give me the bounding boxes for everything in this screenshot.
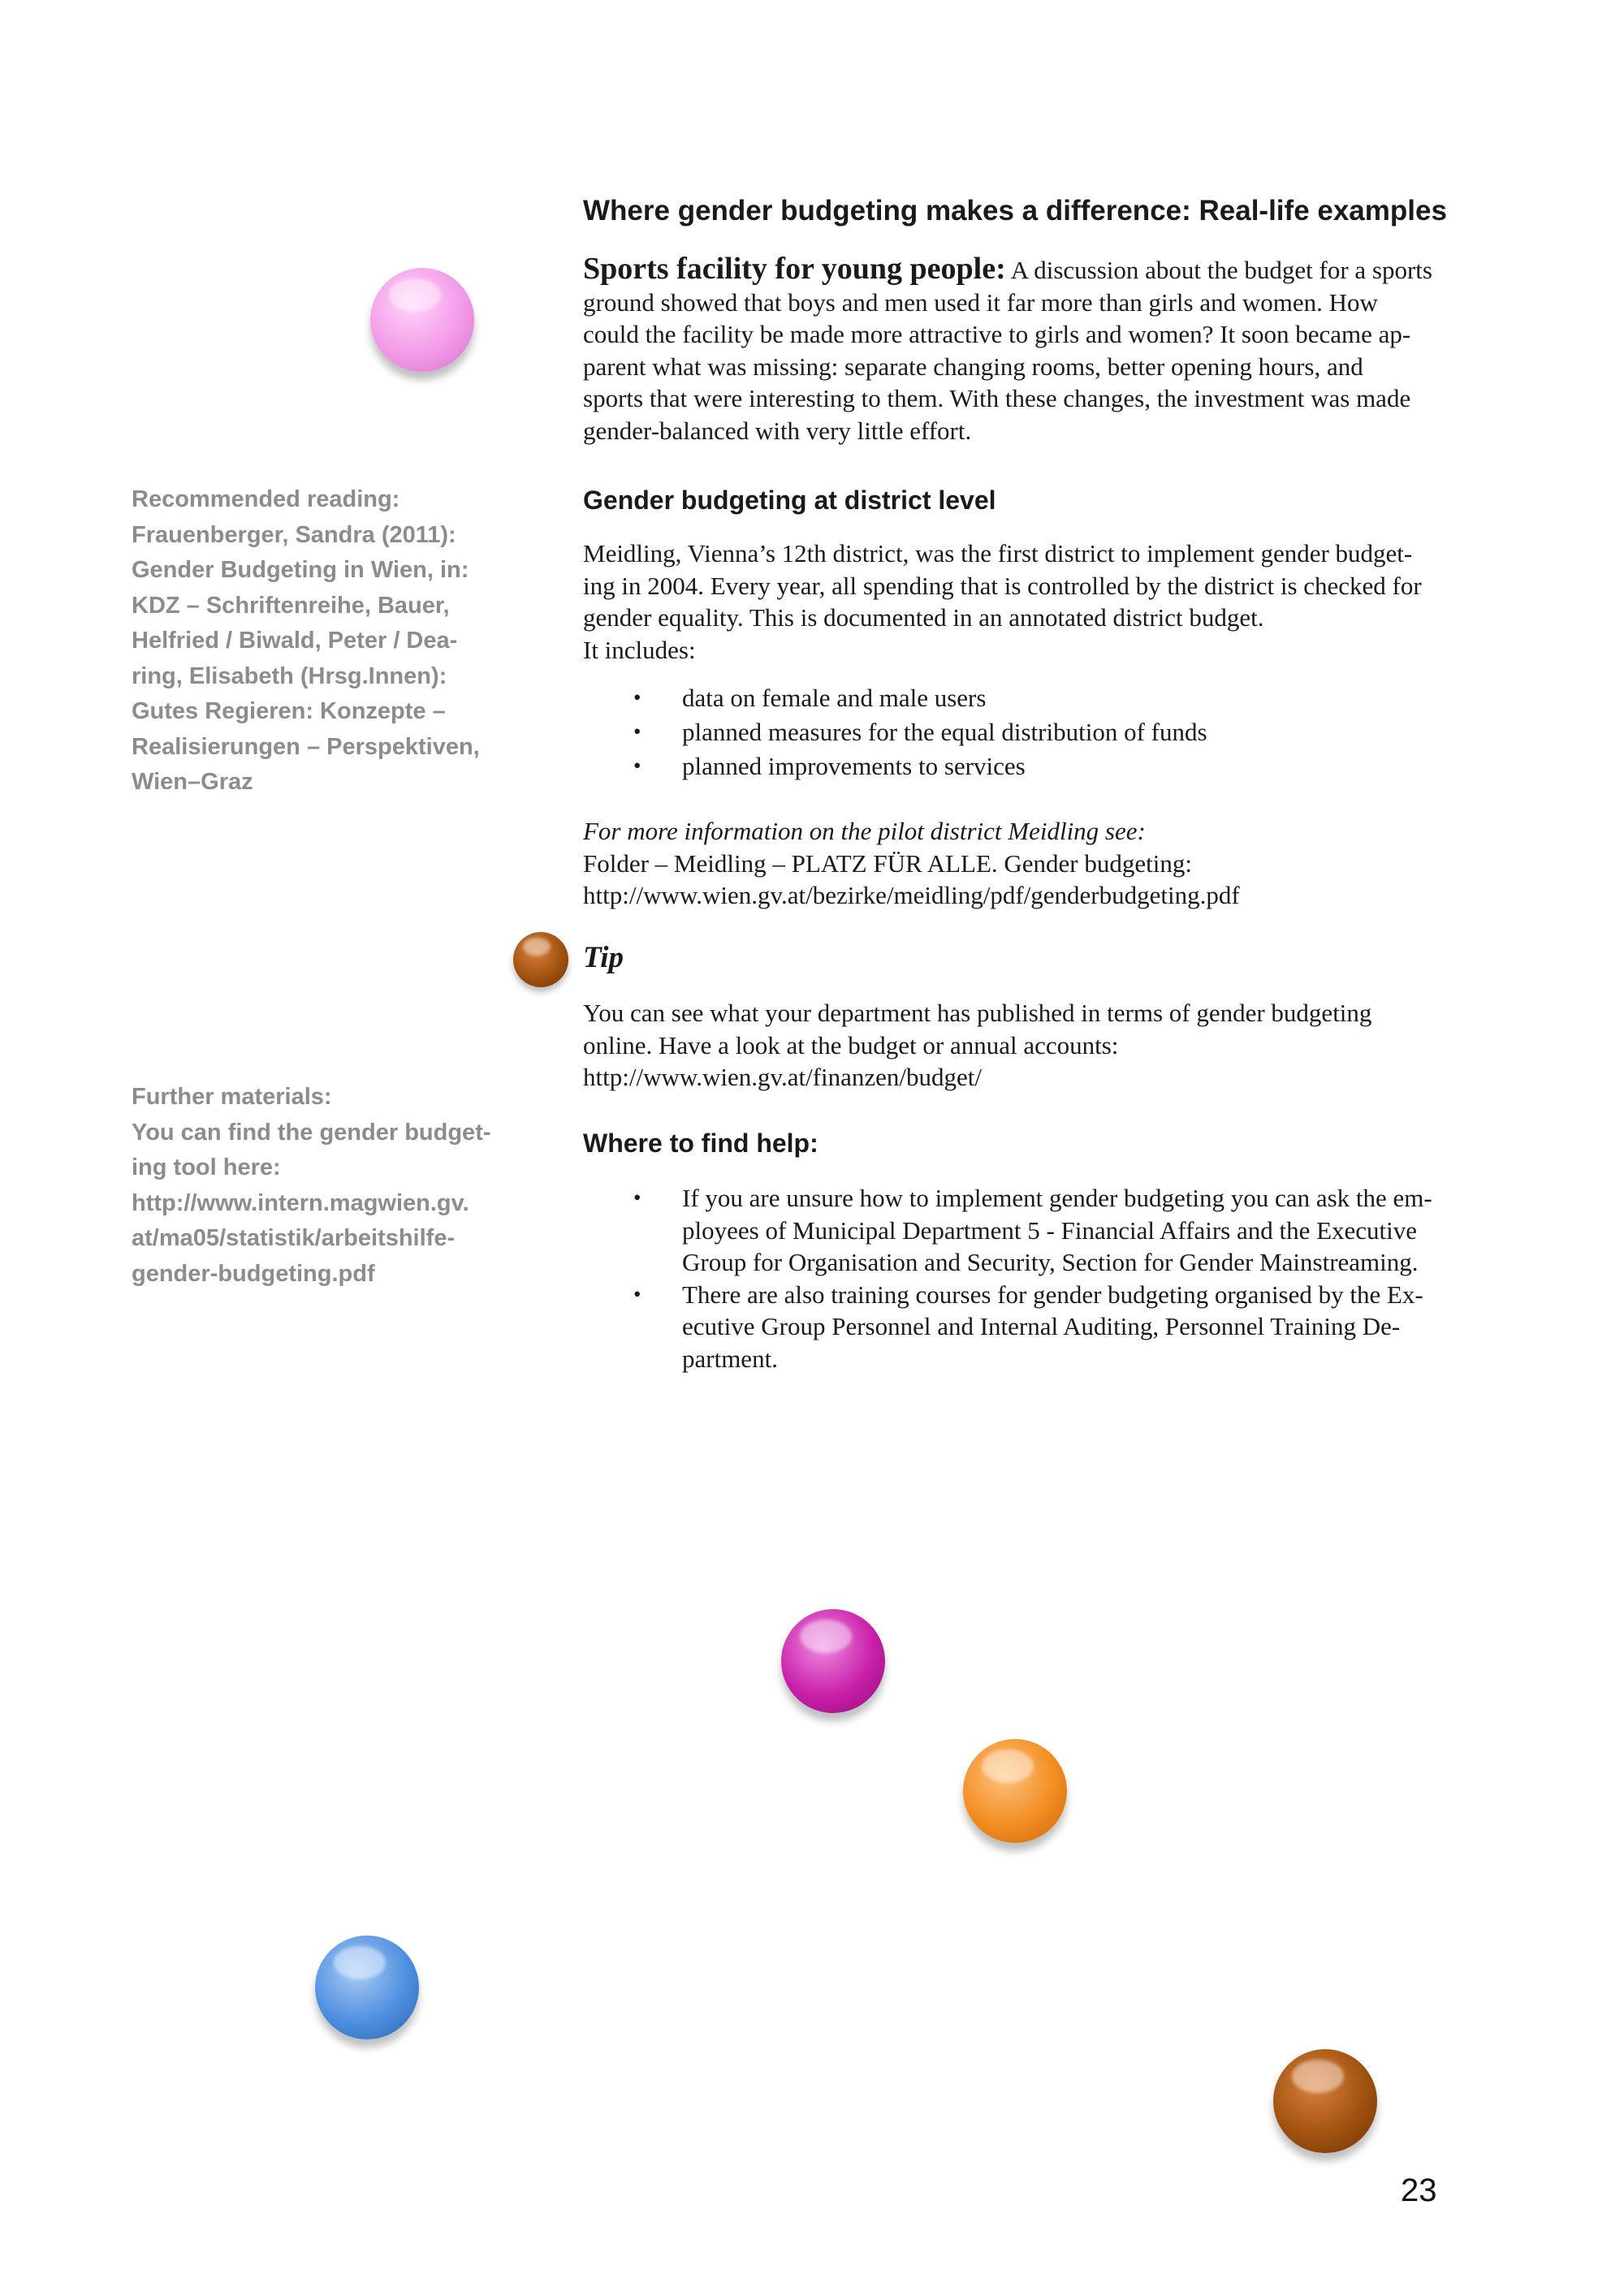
list-item: • data on female and male users	[583, 682, 1557, 716]
list-item	[583, 1279, 1557, 1375]
pink-ball-decoration	[370, 268, 474, 372]
list-item-line: ecutive Group Personnel and Internal Auditing, Personnel Training De-	[682, 1312, 1401, 1340]
further-materials-note	[132, 1080, 529, 1292]
paragraph-line: gender equality. This is documented in an annotated district budget.	[583, 603, 1264, 632]
bullet-icon: •	[633, 1281, 641, 1306]
sports-first-line: A discussion about the budget for a sports	[1005, 256, 1432, 284]
bullet-icon: •	[633, 685, 641, 710]
help-heading: Where to find help:	[583, 1129, 818, 1158]
sidebar-line: KDZ – Schriftenreihe, Bauer,	[132, 592, 450, 619]
paragraph-line: parent what was missing: separate changing rooms, better opening hours, and	[583, 352, 1363, 381]
list-item-line: partment.	[682, 1344, 778, 1373]
bullet-icon: •	[633, 719, 641, 744]
recommended-reading-note	[132, 482, 529, 801]
sidebar-line: Helfried / Biwald, Peter / Dea-	[132, 628, 458, 654]
genderbudgeting-pdf-link[interactable]: http://www.wien.gv.at/bezirke/meidling/pdf/genderbudgeting.pdf	[583, 881, 1240, 909]
more-info-block	[583, 815, 1557, 912]
sidebar-line: Recommended reading:	[132, 486, 400, 512]
paragraph-line: You can see what your department has published in terms of gender budgeting	[583, 999, 1372, 1027]
list-item-line: If you are unsure how to implement gender budgeting you can ask the em-	[682, 1184, 1432, 1212]
list-item: • planned measures for the equal distribution of funds	[583, 716, 1557, 750]
paragraph-line: online. Have a look at the budget or annual accounts:	[583, 1030, 1119, 1060]
paragraph-line: It includes:	[583, 635, 696, 664]
list-item-line: There are also training courses for gender budgeting organised by the Ex-	[682, 1280, 1423, 1309]
sidebar-line: Gender Budgeting in Wien, in:	[132, 557, 469, 583]
sidebar-line: Wien–Graz	[132, 769, 253, 795]
sidebar-line: You can find the gender budget-	[132, 1119, 491, 1146]
sidebar-link-line[interactable]: at/ma05/statistik/arbeitshilfe-	[132, 1225, 456, 1251]
page-number: 23	[1401, 2173, 1437, 2208]
paragraph-line: could the facility be made more attractive to girls and women? It soon became ap-	[583, 320, 1411, 348]
blue-ball-decoration	[315, 1936, 419, 2039]
district-paragraph	[583, 537, 1557, 666]
sidebar-line: Further materials:	[132, 1084, 332, 1110]
list-item	[583, 1182, 1557, 1279]
district-includes-list	[583, 682, 1557, 784]
list-item-line: ployees of Municipal Department 5 - Financial Affairs and the Executive	[682, 1215, 1418, 1245]
bullet-icon: •	[633, 1185, 641, 1210]
sidebar-line: Frauenberger, Sandra (2011):	[132, 521, 456, 548]
tip-paragraph	[583, 997, 1557, 1094]
bullet-icon: •	[633, 753, 641, 778]
paragraph-line: Meidling, Vienna’s 12th district, was the first district to implement gender budget-	[583, 539, 1413, 568]
sidebar-line: Realisierungen – Perspektiven,	[132, 733, 480, 760]
sidebar-line: Gutes Regieren: Konzepte –	[132, 698, 446, 724]
sidebar-line: ing tool here:	[132, 1154, 281, 1180]
sports-lead-in: Sports facility for young people:	[583, 252, 1006, 286]
paragraph-line: ground showed that boys and men used it far more than girls and women. How	[583, 287, 1378, 317]
page-title: Where gender budgeting makes a difference: Real-life examples	[583, 195, 1447, 227]
folder-line: Folder – Meidling – PLATZ FÜR ALLE. Gender budgeting:	[583, 848, 1192, 878]
list-item-line: Group for Organisation and Security, Section for Gender Mainstreaming.	[682, 1248, 1419, 1276]
paragraph-line: sports that were interesting to them. With these changes, the investment was made	[583, 384, 1411, 412]
tip-title: Tip	[583, 941, 624, 974]
paragraph-line: ing in 2004. Every year, all spending that is controlled by the district is checked for	[583, 571, 1422, 600]
help-list	[583, 1182, 1557, 1375]
magenta-ball-decoration	[781, 1609, 885, 1713]
list-item: • planned improvements to services	[583, 750, 1557, 784]
brown-ball-small-decoration	[513, 932, 568, 987]
more-info-italic: For more information on the pilot district Meidling see:	[583, 817, 1146, 845]
sports-facility-paragraph	[583, 253, 1557, 447]
sidebar-link-line[interactable]: http://www.intern.magwien.gv.	[132, 1189, 469, 1216]
sidebar-line: ring, Elisabeth (Hrsg.Innen):	[132, 662, 447, 689]
sidebar-link-line[interactable]: gender-budgeting.pdf	[132, 1260, 375, 1287]
district-heading: Gender budgeting at district level	[583, 486, 996, 515]
orange-ball-decoration	[963, 1739, 1067, 1843]
budget-link[interactable]: http://www.wien.gv.at/finanzen/budget/	[583, 1063, 983, 1091]
brown-ball-large-decoration	[1273, 2049, 1377, 2153]
paragraph-line: gender-balanced with very little effort.	[583, 416, 972, 445]
